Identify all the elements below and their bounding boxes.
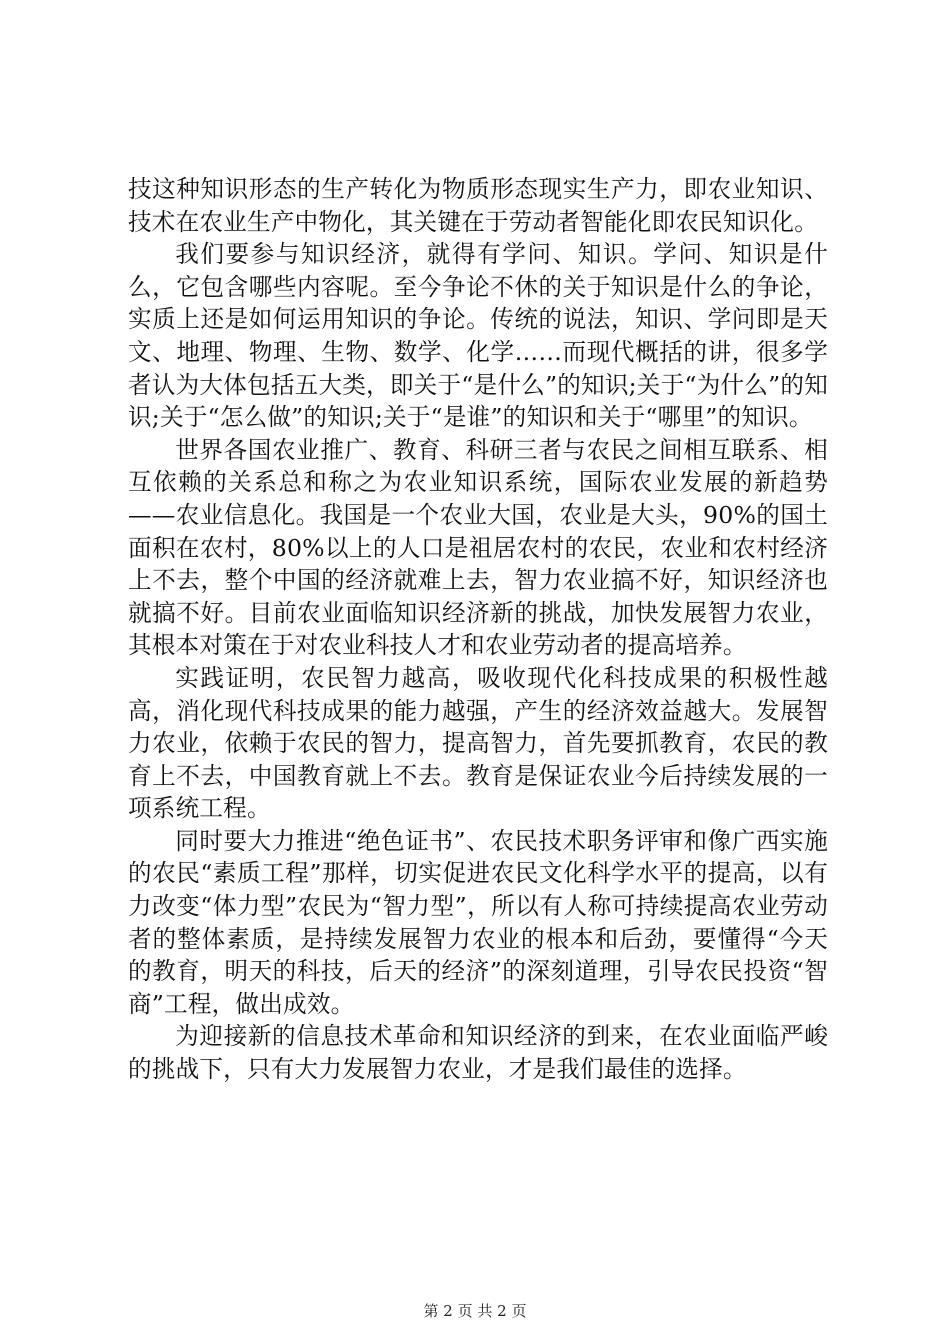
document-body — [128, 173, 828, 1086]
paragraph-1: 技这种知识形态的生产转化为物质形态现实生产力，即农业知识、技术在农业生产中物化，其关键在于劳动者智能化即农民知识化。 — [128, 175, 828, 236]
page-number-footer: 第 2 页 共 2 页 — [423, 1302, 527, 1320]
paragraph-3: 世界各国农业推广、教育、科研三者与农民之间相互联系、相互依赖的关系总和称之为农业知识系统，国际农业发展的新趋势——农业信息化。我国是一个农业大国，农业是大头，90%的国土面积在农村，80%以上的人口是祖居农村的农民，农业和农村经济上不去，整个中国的经济就难上去，智力农业搞不好，知识经济也就搞不好。目前农业面临知识经济新的挑战，加快发展智力农业，其根本对策在于对农业科技人才和农业劳动者的提高培养。 — [128, 435, 828, 660]
paragraph-6: 为迎接新的信息技术革命和知识经济的到来，在农业面临严峻的挑战下，只有大力发展智力农业，才是我们最佳的选择。 — [128, 1022, 828, 1084]
paragraph-5: 同时要大力推进“绝色证书”、农民技术职务评审和像广西实施的农民“素质工程”那样，切实促进农民文化科学水平的提高，以有力改变“体力型”农民为“智力型”，所以有人称可持续提高农业劳动者的整体素质，是持续发展智力农业的根本和后劲，要懂得“今天的教育，明天的科技，后天的经济”的深刻道理，引导农民投资“智商”工程，做出成效。 — [128, 826, 828, 1018]
paragraph-2: 我们要参与知识经济，就得有学问、知识。学问、知识是什么，它包含哪些内容呢。至今争论不休的关于知识是什么的争论，实质上还是如何运用知识的争论。传统的说法，知识、学问即是天文、地理、物理、生物、数学、化学……而现代概括的讲，很多学者认为大体包括五大类，即关于“是什么”的知识;关于“为什么”的知识;关于“怎么做”的知识;关于“是谁”的知识和关于“哪里”的知识。 — [128, 240, 828, 432]
paragraph-4: 实践证明，农民智力越高，吸收现代化科技成果的积极性越高，消化现代科技成果的能力越强，产生的经济效益越大。发展智力农业，依赖于农民的智力，提高智力，首先要抓教育，农民的教育上不去，中国教育就上不去。教育是保证农业今后持续发展的一项系统工程。 — [128, 663, 828, 823]
